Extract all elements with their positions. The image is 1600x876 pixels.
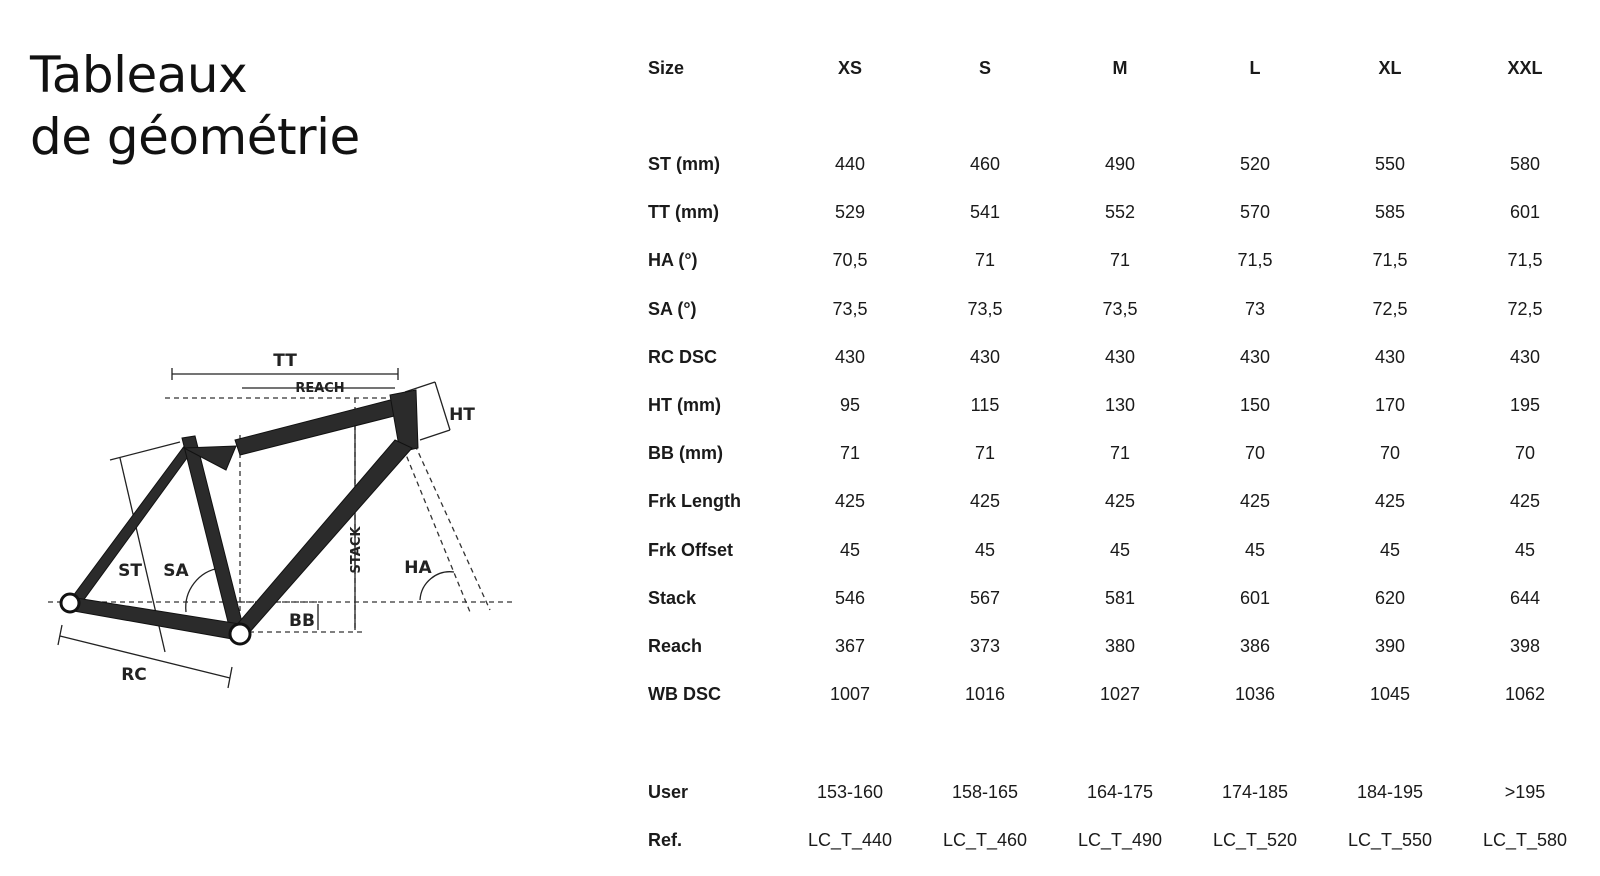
size-header-xxl: XXL	[1507, 58, 1543, 78]
table-cell: 174-185	[1221, 782, 1289, 802]
table-cell: 460	[969, 154, 1001, 174]
table-cell: 195	[1509, 395, 1541, 415]
label-tt: TT	[273, 351, 297, 371]
table-cell: 115	[970, 395, 1000, 415]
table-cell: 398	[1509, 636, 1541, 656]
table-cell: 425	[1374, 491, 1406, 511]
table-cell: 373	[969, 636, 1001, 656]
table-cell: LC_T_580	[1482, 830, 1568, 850]
table-cell: 430	[1239, 347, 1271, 367]
table-cell: 164-175	[1086, 782, 1154, 802]
table-cell: LC_T_550	[1347, 830, 1433, 850]
table-cell: 440	[834, 154, 866, 174]
table-cell: 70	[1379, 443, 1401, 463]
table-cell: 541	[969, 202, 1001, 222]
table-cell: 150	[1239, 395, 1271, 415]
table-cell: 45	[839, 540, 861, 560]
table-cell: 386	[1239, 636, 1271, 656]
label-ht: HT	[449, 405, 475, 425]
row-label: Reach	[648, 636, 703, 656]
row-label: HT (mm)	[648, 395, 721, 415]
row-label: TT (mm)	[648, 202, 719, 222]
row-label: Frk Length	[648, 491, 741, 511]
table-cell: 430	[1509, 347, 1541, 367]
row-label: Frk Offset	[648, 540, 734, 560]
table-cell: 73	[1244, 299, 1266, 319]
size-header-l: L	[1249, 58, 1261, 78]
label-stack: STACK	[349, 526, 364, 574]
table-cell: 425	[969, 491, 1001, 511]
table-cell: 158-165	[951, 782, 1019, 802]
table-cell: 490	[1104, 154, 1136, 174]
table-cell: LC_T_440	[807, 830, 893, 850]
page-title-line-2: de géométrie	[30, 108, 360, 166]
table-cell: 520	[1239, 154, 1271, 174]
table-cell: 95	[839, 395, 861, 415]
table-cell: 1036	[1234, 684, 1276, 704]
table-cell: 570	[1239, 202, 1271, 222]
table-cell: 45	[1379, 540, 1401, 560]
page-title-line-1: Tableaux	[30, 46, 248, 104]
table-cell: 170	[1374, 395, 1406, 415]
table-cell: 71	[1109, 250, 1131, 270]
table-cell: LC_T_490	[1077, 830, 1163, 850]
table-cell: 581	[1104, 588, 1136, 608]
table-cell: 71	[1109, 443, 1131, 463]
table-cell: 1045	[1369, 684, 1411, 704]
size-header-xl: XL	[1378, 58, 1402, 78]
table-cell: 70	[1514, 443, 1536, 463]
table-cell: 367	[834, 636, 866, 656]
table-cell: 153-160	[816, 782, 884, 802]
table-cell: LC_T_520	[1212, 830, 1298, 850]
label-reach: REACH	[295, 381, 345, 396]
table-cell: 425	[834, 491, 866, 511]
table-cell: 580	[1509, 154, 1541, 174]
label-bb: BB	[289, 611, 315, 631]
table-cell: 71,5	[1372, 250, 1408, 270]
row-label: User	[648, 782, 689, 802]
table-cell: 546	[834, 588, 866, 608]
table-cell: 45	[974, 540, 996, 560]
row-label: ST (mm)	[648, 154, 720, 174]
size-header-xs: XS	[837, 58, 862, 78]
label-sa: SA	[163, 561, 189, 581]
table-cell: 72,5	[1507, 299, 1543, 319]
table-cell: 430	[969, 347, 1001, 367]
label-ha: HA	[404, 558, 432, 578]
table-cell: 45	[1109, 540, 1131, 560]
row-label: RC DSC	[648, 347, 718, 367]
table-cell: 644	[1509, 588, 1541, 608]
row-label: SA (°)	[648, 299, 697, 319]
table-cell: 601	[1509, 202, 1541, 222]
table-cell: 1007	[829, 684, 871, 704]
table-cell: 45	[1514, 540, 1536, 560]
table-cell: 45	[1244, 540, 1266, 560]
table-cell: 70,5	[832, 250, 868, 270]
table-cell: 550	[1374, 154, 1406, 174]
table-cell: 1016	[964, 684, 1006, 704]
row-label: HA (°)	[648, 250, 698, 270]
table-cell: 71	[839, 443, 861, 463]
label-st: ST	[118, 561, 142, 581]
table-cell: 425	[1239, 491, 1271, 511]
row-label: Ref.	[648, 830, 683, 850]
table-cell: 390	[1374, 636, 1406, 656]
table-cell: 430	[834, 347, 866, 367]
size-header-s: S	[978, 58, 991, 78]
table-cell: 620	[1374, 588, 1406, 608]
table-cell: 73,5	[1102, 299, 1138, 319]
size-header-m: M	[1112, 58, 1128, 78]
table-cell: 380	[1104, 636, 1136, 656]
table-cell: 71	[974, 250, 996, 270]
table-cell: 585	[1374, 202, 1406, 222]
table-cell: 130	[1104, 395, 1136, 415]
table-cell: 73,5	[832, 299, 868, 319]
table-cell: 601	[1239, 588, 1271, 608]
table-cell: 552	[1104, 202, 1136, 222]
label-rc: RC	[121, 665, 147, 685]
table-cell: 1062	[1504, 684, 1546, 704]
table-cell: 71,5	[1507, 250, 1543, 270]
table-cell: 430	[1104, 347, 1136, 367]
table-cell: 529	[834, 202, 866, 222]
table-cell: 430	[1374, 347, 1406, 367]
row-label: Stack	[648, 588, 697, 608]
table-cell: 71	[974, 443, 996, 463]
table-cell: 425	[1104, 491, 1136, 511]
row-label: BB (mm)	[648, 443, 723, 463]
row-label: WB DSC	[648, 684, 721, 704]
table-cell: 73,5	[967, 299, 1003, 319]
table-cell: 567	[969, 588, 1001, 608]
table-cell: 72,5	[1372, 299, 1408, 319]
table-cell: 70	[1244, 443, 1266, 463]
table-cell: >195	[1504, 782, 1546, 802]
table-cell: 1027	[1099, 684, 1141, 704]
table-cell: 425	[1509, 491, 1541, 511]
table-cell: 71,5	[1237, 250, 1273, 270]
table-cell: LC_T_460	[942, 830, 1028, 850]
size-header-label: Size	[648, 58, 685, 78]
table-cell: 184-195	[1356, 782, 1424, 802]
